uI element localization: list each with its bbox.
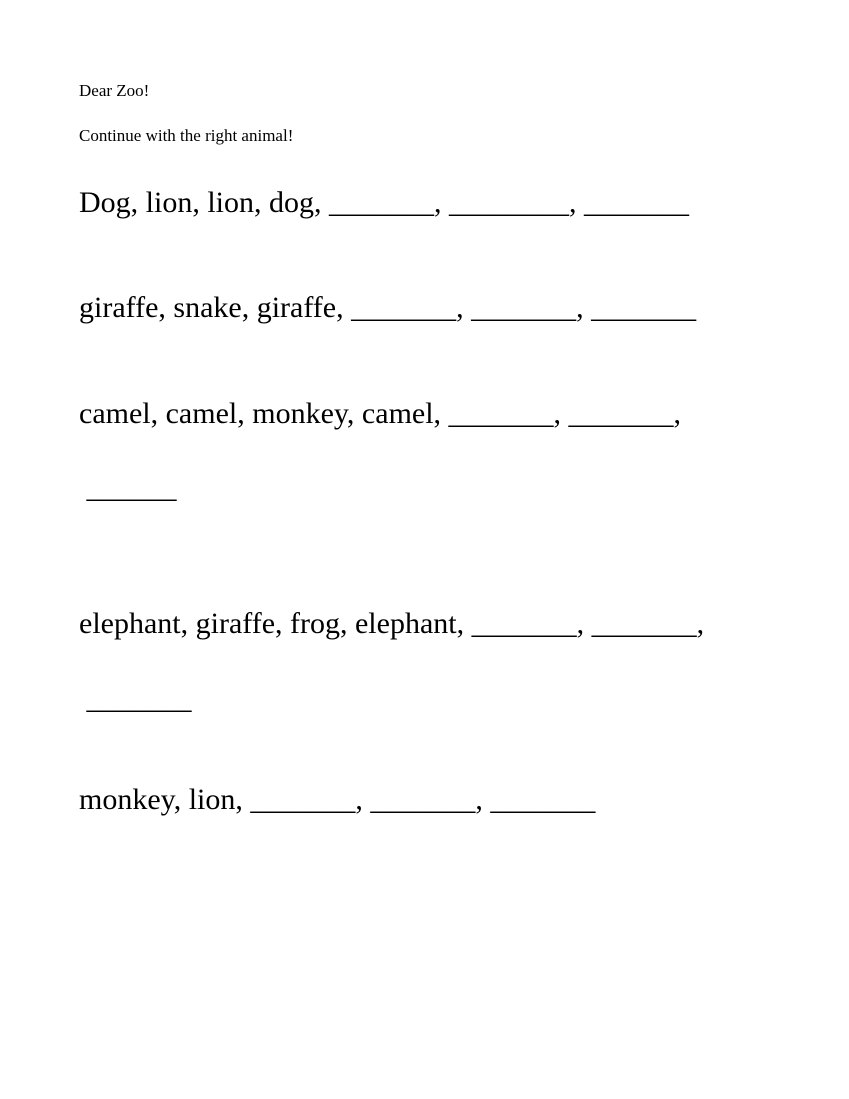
sequence-line-4-continuation: _______: [79, 682, 192, 715]
greeting-text: Dear Zoo!: [79, 81, 150, 100]
instruction-text: Continue with the right animal!: [79, 126, 294, 145]
sequence-line-5: monkey, lion, _______, _______, _______: [79, 783, 596, 816]
sequence-line-3: camel, camel, monkey, camel, _______, _______,: [79, 397, 682, 430]
sequence-line-1: Dog, lion, lion, dog, _______, ________, _______: [79, 186, 690, 219]
sequence-line-4: elephant, giraffe, frog, elephant, _______, _______,: [79, 607, 705, 640]
sequence-line-2: giraffe, snake, giraffe, _______, _______, _______: [79, 291, 697, 324]
sequence-line-3-continuation: ______: [79, 471, 177, 504]
